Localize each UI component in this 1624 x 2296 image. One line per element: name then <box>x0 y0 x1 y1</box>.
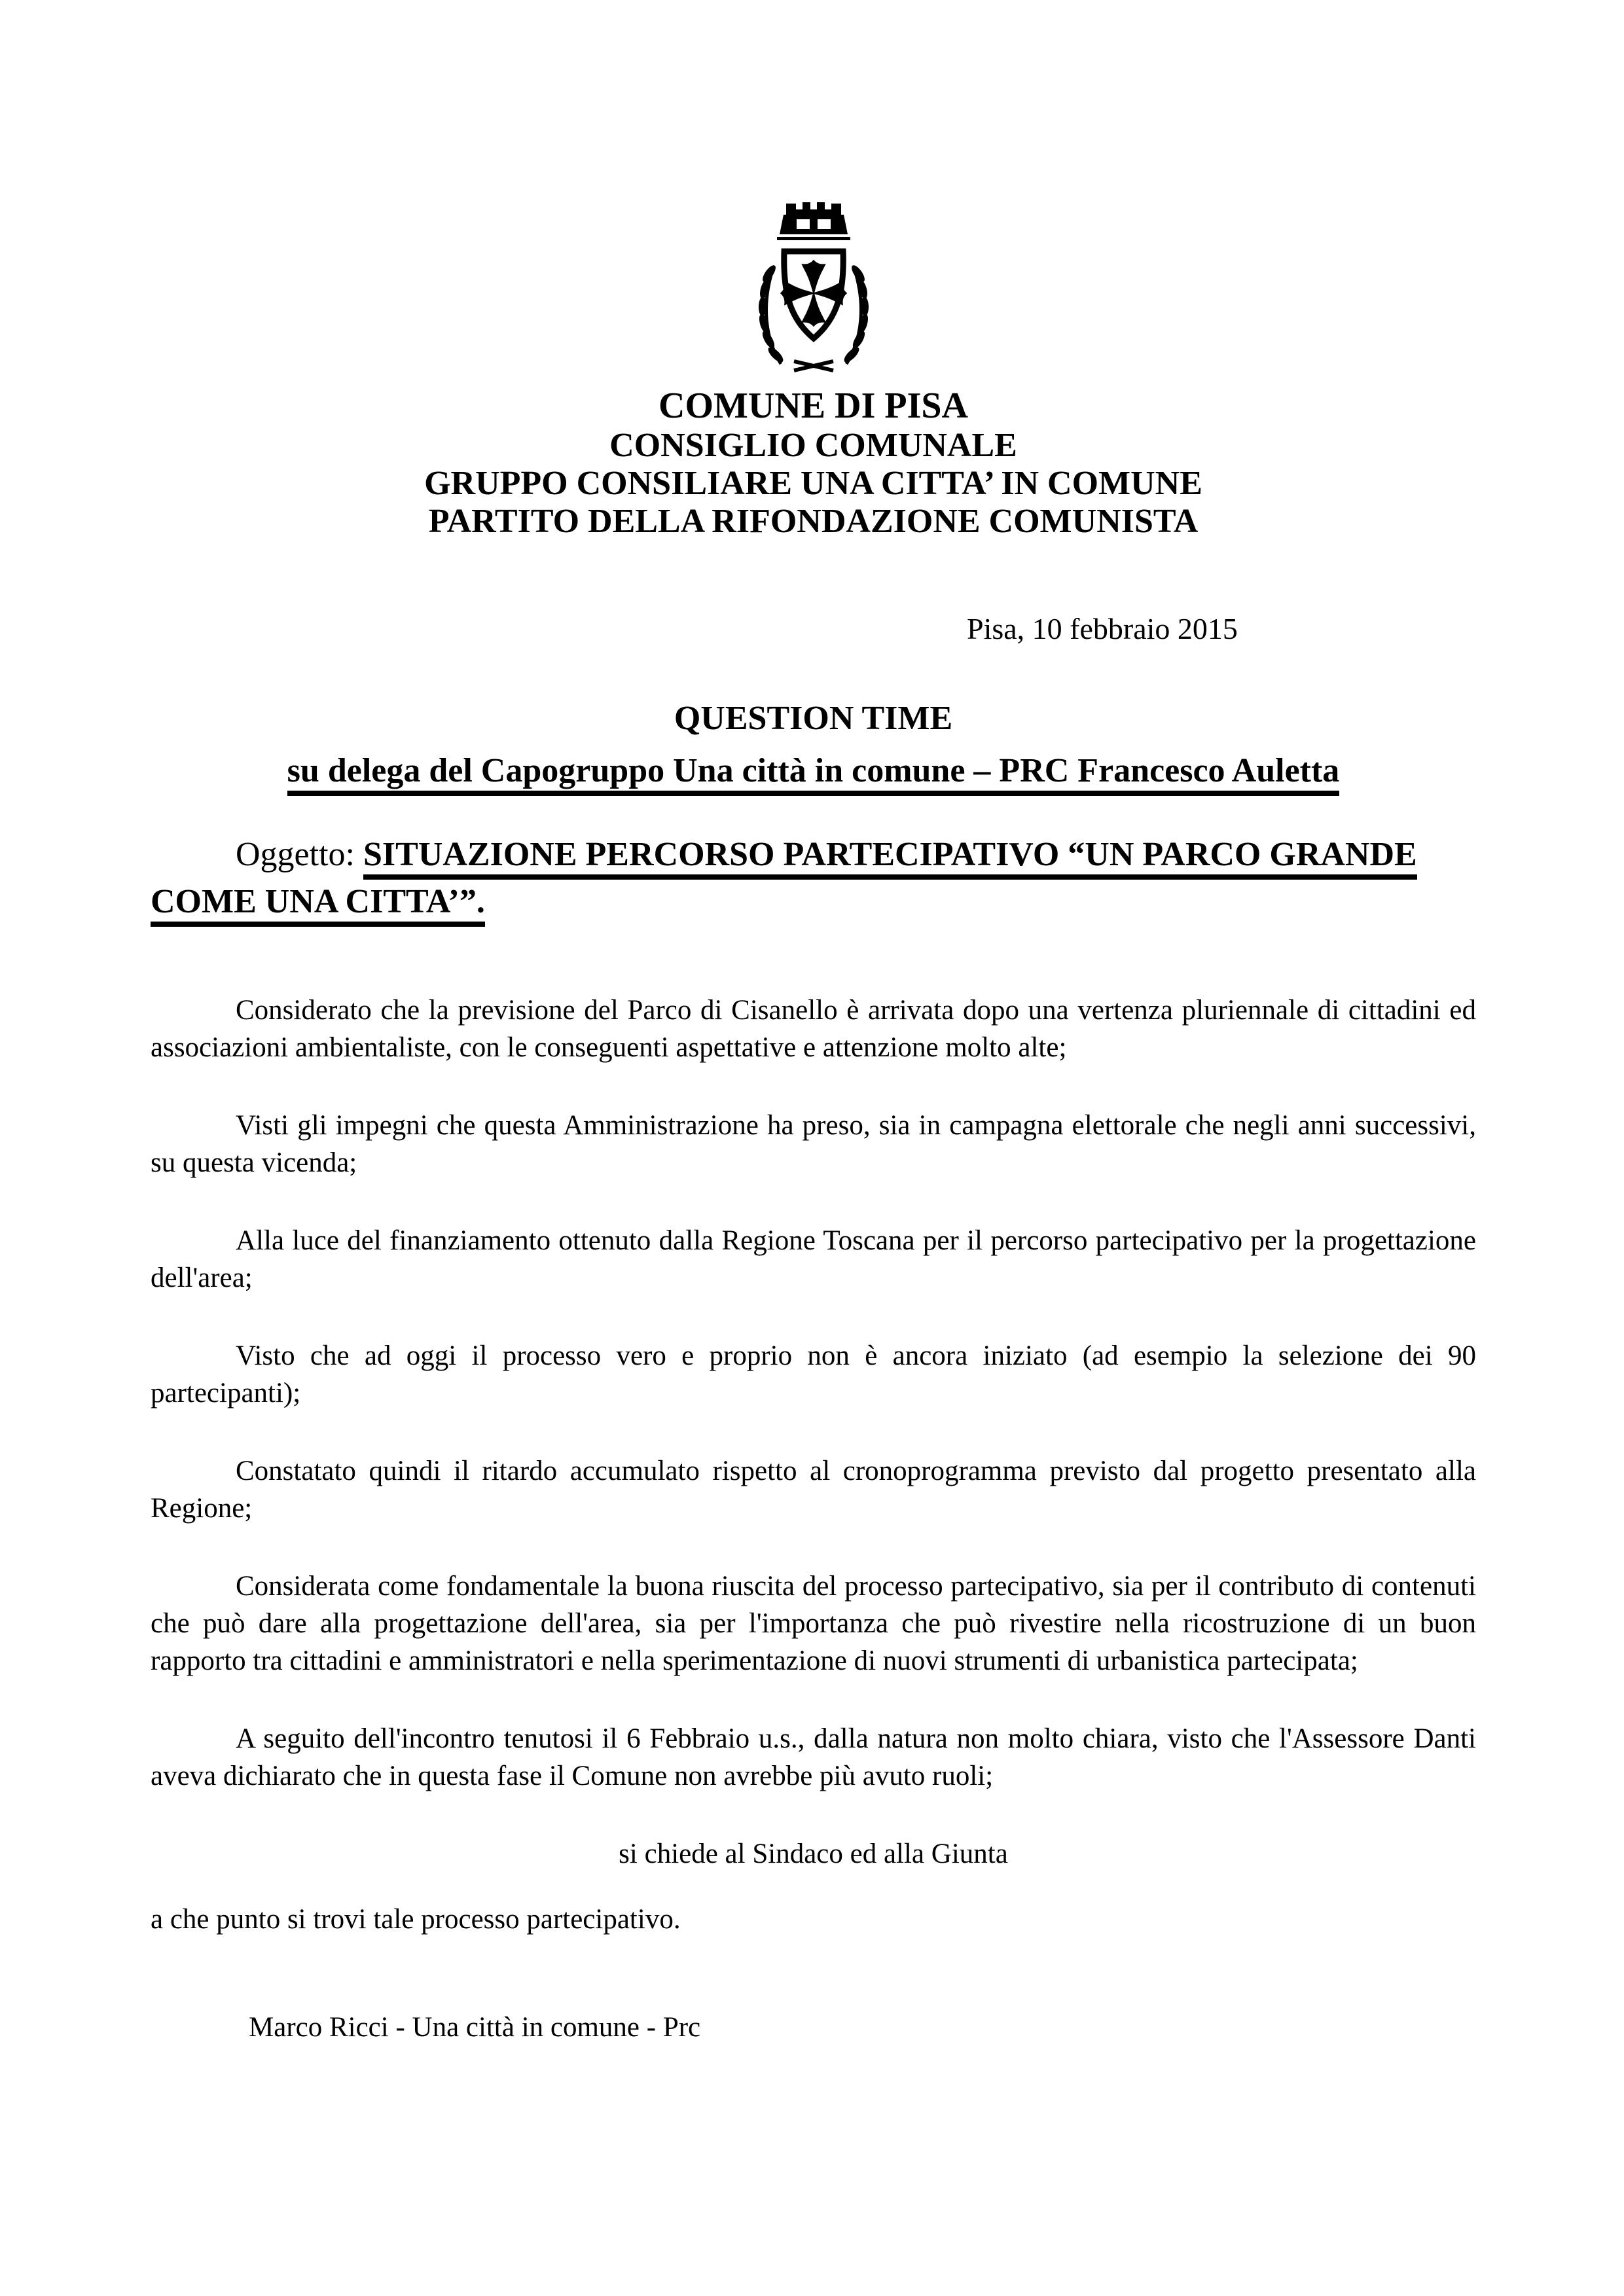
pisa-coat-of-arms-icon <box>738 200 890 374</box>
body-paragraph-6: Considerata come fondamentale la buona riuscita del processo partecipativo, sia per il contributo di contenuti che può dare alla progettazione dell'area, sia per l'importanza che può rivestire nella ricostruzione di un buon rapporto tra cittadini e amministratori e nella sperimentazione di nuovi strumenti di urbanistica partecipata; <box>151 1571 1476 1676</box>
organization-header <box>151 385 1476 541</box>
document-subtitle-text: su delega del Capogruppo Una città in comune – PRC Francesco Auletta <box>287 752 1340 796</box>
subject-label: Oggetto: <box>236 836 363 873</box>
body-paragraph-1: Considerato che la previsione del Parco di Cisanello è arrivata dopo una vertenza pluriennale di cittadini ed associazioni ambientaliste, con le conseguenti aspettative e attenzione molto alte; <box>151 995 1476 1063</box>
org-council-line: CONSIGLIO COMUNALE <box>609 427 1017 464</box>
request-intro: si chiede al Sindaco ed alla Giunta <box>619 1839 1008 1869</box>
subject-line <box>151 831 1476 925</box>
org-name-line: COMUNE DI PISA <box>659 386 968 426</box>
document-title: QUESTION TIME <box>674 700 953 737</box>
org-group-line: GRUPPO CONSILIARE UNA CITTA’ IN COMUNE <box>424 465 1202 502</box>
org-party-line: PARTITO DELLA RIFONDAZIONE COMUNISTA <box>428 503 1199 540</box>
document-subtitle <box>151 747 1476 795</box>
subject-text: SITUAZIONE PERCORSO PARTECIPATIVO “UN PARCO GRANDE COME UNA CITTA’”. <box>151 836 1417 927</box>
body-paragraph-5: Constatato quindi il ritardo accumulato rispetto al cronoprogramma previsto dal progetto presentato alla Regione; <box>151 1456 1476 1524</box>
body-paragraph-7: A seguito dell'incontro tenutosi il 6 Febbraio u.s., dalla natura non molto chiara, visto che l'Assessore Danti aveva dichiarato che in questa fase il Comune non avrebbe più avuto ruoli; <box>151 1723 1476 1791</box>
body-paragraph-2: Visti gli impegni che questa Amministrazione ha preso, sia in campagna elettorale che negli anni successivi, su questa vicenda; <box>151 1110 1476 1178</box>
body-paragraph-3: Alla luce del finanziamento ottenuto dalla Regione Toscana per il percorso partecipativo per la progettazione dell'area; <box>151 1225 1476 1293</box>
place-date-line: Pisa, 10 febbraio 2015 <box>967 612 1238 645</box>
signature-line: Marco Ricci - Una città in comune - Prc <box>249 2012 701 2043</box>
body-paragraph-4: Visto che ad oggi il processo vero e proprio non è ancora iniziato (ad esempio la selezione dei 90 partecipanti); <box>151 1340 1476 1408</box>
request-question: a che punto si trovi tale processo partecipativo. <box>151 1904 681 1935</box>
emblem-row <box>151 200 1476 374</box>
